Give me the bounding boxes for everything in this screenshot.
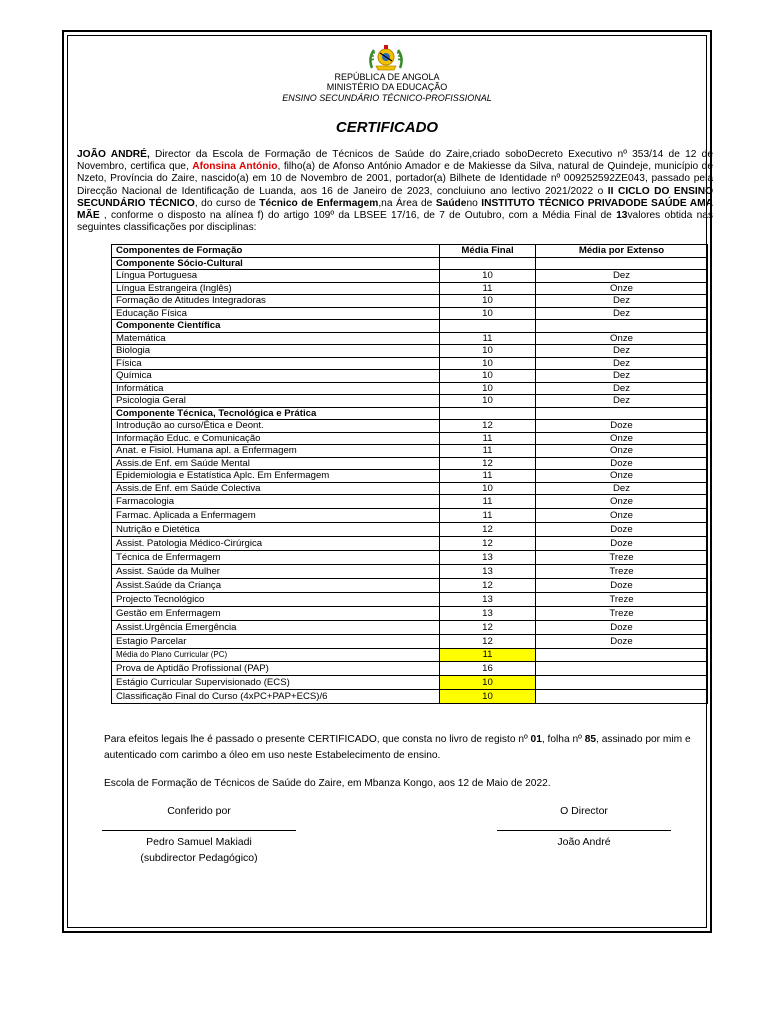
subject-grade: 10 (440, 482, 536, 495)
subject-grade-words: Treze (536, 593, 708, 607)
summary-grade: 11 (440, 649, 536, 662)
summary-grade: 16 (440, 661, 536, 675)
subject-grade: 12 (440, 621, 536, 635)
table-row (112, 607, 708, 621)
area-name: Saúde (435, 197, 467, 209)
subject-grade-words: Onze (536, 445, 708, 458)
subject-grade-words: Dez (536, 307, 708, 320)
table-row (112, 523, 708, 537)
empty-cell (536, 649, 708, 662)
subject-grade-words: Doze (536, 635, 708, 649)
subject-grade-words: Doze (536, 621, 708, 635)
subject-name: Técnica de Enfermagem (112, 551, 440, 565)
subject-grade-words: Onze (536, 432, 708, 445)
subject-grade: 10 (440, 307, 536, 320)
summary-label: Classificação Final do Curso (4xPC+PAP+ECS)/6 (112, 689, 440, 703)
section-row (112, 407, 708, 420)
table-row (112, 307, 708, 320)
section-row (112, 320, 708, 333)
summary-label: Estágio Curricular Supervisionado (ECS) (112, 675, 440, 689)
summary-row (112, 689, 708, 703)
subject-grade: 11 (440, 432, 536, 445)
subject-grade: 13 (440, 551, 536, 565)
subject-grade: 12 (440, 420, 536, 433)
subject-grade-words: Onze (536, 470, 708, 483)
intro-text-4: ,na Área de (378, 197, 436, 209)
subject-name: Assis.de Enf. em Saúde Mental (112, 457, 440, 470)
subject-name: Farmacologia (112, 495, 440, 509)
section-row (112, 257, 708, 270)
intro-text-1: Director da Escola de Formação de Técnicos de Saúde do Zaire,criado soboDecreto Executivo nº 353/14 de 12 de Novembro, certifica que, (77, 149, 713, 173)
subject-grade: 11 (440, 445, 536, 458)
header-final-grade: Média Final (440, 245, 536, 258)
table-row (112, 270, 708, 283)
subject-grade: 11 (440, 332, 536, 345)
subject-grade-words: Onze (536, 509, 708, 523)
subject-grade-words: Treze (536, 551, 708, 565)
register-book-number: 01 (530, 734, 542, 745)
subject-grade: 10 (440, 345, 536, 358)
header-components: Componentes de Formação (112, 245, 440, 258)
subject-name: Química (112, 370, 440, 383)
table-row (112, 370, 708, 383)
subject-grade-words: Doze (536, 537, 708, 551)
section-title: Componente Sócio-Cultural (112, 257, 440, 270)
table-row (112, 295, 708, 308)
right-signature-label: O Director (560, 805, 608, 817)
subject-grade: 11 (440, 470, 536, 483)
subject-grade: 13 (440, 593, 536, 607)
legal-text-1: Para efeitos legais lhe é passado o presente CERTIFICADO, que consta no livro de registo nº (104, 734, 531, 745)
director-name: JOÃO ANDRÉ, (77, 149, 150, 160)
subject-name: Nutrição e Dietética (112, 523, 440, 537)
subject-name: Língua Estrangeira (Inglês) (112, 282, 440, 295)
table-row (112, 457, 708, 470)
table-row (112, 509, 708, 523)
subject-name: Anat. e Fisiol. Humana apl. a Enfermagem (112, 445, 440, 458)
left-signature-label: Conferido por (167, 805, 231, 817)
subject-grade-words: Onze (536, 495, 708, 509)
subject-name: Biologia (112, 345, 440, 358)
subject-grade-words: Dez (536, 482, 708, 495)
subject-name: Estagio Parcelar (112, 635, 440, 649)
subject-grade-words: Dez (536, 270, 708, 283)
subject-grade-words: Treze (536, 607, 708, 621)
subject-name: Informática (112, 382, 440, 395)
empty-cell (440, 320, 536, 333)
table-header-row (112, 245, 708, 258)
table-row (112, 382, 708, 395)
intro-text-7: valores obtida nas seguintes classificações por disciplinas: (77, 210, 713, 234)
summary-row (112, 675, 708, 689)
table-row (112, 395, 708, 408)
table-row (112, 332, 708, 345)
subject-grade: 10 (440, 295, 536, 308)
table-row (112, 593, 708, 607)
subject-name: Assist. Patologia Médico-Cirúrgica (112, 537, 440, 551)
subject-name: Física (112, 357, 440, 370)
header-republic: REPÚBLICA DE ANGOLA (334, 72, 440, 82)
subject-grade: 12 (440, 523, 536, 537)
table-row (112, 470, 708, 483)
subject-name: Matemática (112, 332, 440, 345)
place-date-paragraph: Escola de Formação de Técnicos de Saúde do Zaire, em Mbanza Kongo, aos 12 de Maio de 2022. (104, 778, 551, 789)
subject-grade-words: Treze (536, 565, 708, 579)
subject-name: Formação de Atitudes Integradoras (112, 295, 440, 308)
subject-name: Assis.de Enf. em Saúde Colectiva (112, 482, 440, 495)
subject-name: Farmac. Aplicada a Enfermagem (112, 509, 440, 523)
empty-cell (440, 257, 536, 270)
subject-name: Projecto Tecnológico (112, 593, 440, 607)
right-signature-name: João André (557, 836, 611, 848)
subject-grade-words: Dez (536, 382, 708, 395)
header-education-level: ENSINO SECUNDÁRIO TÉCNICO-PROFISSIONAL (282, 93, 492, 103)
subject-grade-words: Doze (536, 579, 708, 593)
empty-cell (536, 257, 708, 270)
subject-name: Introdução ao curso/Ética e Deont. (112, 420, 440, 433)
subject-grade-words: Doze (536, 523, 708, 537)
subject-grade: 12 (440, 457, 536, 470)
left-signature-name: Pedro Samuel Makiadi (146, 836, 252, 848)
legal-paragraph (104, 732, 714, 764)
empty-cell (536, 320, 708, 333)
subject-grade: 10 (440, 382, 536, 395)
section-title: Componente Técnica, Tecnológica e Prática (112, 407, 440, 420)
grades-table (111, 244, 708, 704)
subject-grade: 11 (440, 509, 536, 523)
subject-grade-words: Onze (536, 282, 708, 295)
left-signature-line (102, 830, 296, 831)
grades-table-body (112, 257, 708, 703)
subject-grade-words: Onze (536, 332, 708, 345)
subject-name: Psicologia Geral (112, 395, 440, 408)
summary-grade: 10 (440, 689, 536, 703)
subject-name: Assist.Urgência Emergência (112, 621, 440, 635)
empty-cell (536, 675, 708, 689)
summary-grade: 10 (440, 675, 536, 689)
subject-name: Informação Educ. e Comunicação (112, 432, 440, 445)
final-grade: 13 (616, 210, 628, 222)
header-ministry: MINISTÉRIO DA EDUCAÇÃO (326, 82, 448, 92)
subject-grade: 10 (440, 395, 536, 408)
summary-label: Prova de Aptidão Profissional (PAP) (112, 661, 440, 675)
summary-label: Média do Plano Curricular (PC) (112, 649, 440, 662)
table-row (112, 621, 708, 635)
table-row (112, 635, 708, 649)
empty-cell (536, 689, 708, 703)
subject-grade: 11 (440, 495, 536, 509)
course-name: Técnico de Enfermagem (259, 197, 379, 209)
institute-name: INSTITUTO TÉCNICO PRIVADODE SAÚDE AMA MÃE (77, 197, 713, 222)
subject-name: Epidemiologia e Estatística Aplc. Em Enfermagem (112, 470, 440, 483)
intro-text-5: no (466, 197, 482, 209)
table-row (112, 282, 708, 295)
summary-row (112, 649, 708, 662)
subject-grade: 12 (440, 635, 536, 649)
certificate-title: CERTIFICADO (335, 119, 439, 136)
legal-text-3: , assinado por mim e autenticado com carimbo a óleo em uso neste Estabelecimento de ensino. (104, 734, 691, 761)
subject-name: Assist. Saúde da Mulher (112, 565, 440, 579)
student-name: Afonsina António (192, 161, 278, 173)
empty-cell (536, 407, 708, 420)
angola-emblem-icon (366, 44, 406, 72)
empty-cell (536, 661, 708, 675)
subject-grade: 11 (440, 282, 536, 295)
subject-grade: 13 (440, 565, 536, 579)
table-row (112, 579, 708, 593)
subject-grade: 10 (440, 370, 536, 383)
table-row (112, 482, 708, 495)
subject-grade-words: Dez (536, 295, 708, 308)
subject-name: Gestão em Enfermagem (112, 607, 440, 621)
summary-row (112, 661, 708, 675)
table-row (112, 432, 708, 445)
header-grade-words: Média por Extenso (536, 245, 708, 258)
subject-grade: 10 (440, 270, 536, 283)
left-signature-role: (subdirector Pedagógico) (140, 852, 258, 864)
legal-text-2: , folha nº (541, 734, 585, 745)
intro-text-6: , conforme o disposto na alínea f) do artigo 109º da LBSEE 17/16, de 7 de Outubro, com a Média Final de (99, 210, 617, 222)
intro-text-2: , filho(a) de Afonso António Amador e de Makiesse da Silva, natural de Quindeje, município de Nzeto, Província do Zaire, nascido(a) em 10 de Novembro de 2001, portador(a) Bilhete de Identidade nº 009252592ZE043, passado pela Direcção Nacional de Identificação de Luanda, aos 16 de Janeiro de 2023, concluiuno ano lectivo 2021/2022 o (77, 161, 713, 197)
table-row (112, 495, 708, 509)
subject-grade-words: Doze (536, 420, 708, 433)
certificate-intro (77, 149, 713, 234)
table-row (112, 445, 708, 458)
subject-grade-words: Dez (536, 370, 708, 383)
subject-grade-words: Dez (536, 345, 708, 358)
subject-grade: 10 (440, 357, 536, 370)
right-signature-line (497, 830, 671, 831)
cycle-name: II CICLO DO ENSINO SECUNDÁRIO TÉCNICO (77, 185, 713, 209)
empty-cell (440, 407, 536, 420)
table-row (112, 565, 708, 579)
table-row (112, 420, 708, 433)
subject-grade: 12 (440, 537, 536, 551)
subject-name: Assist.Saúde da Criança (112, 579, 440, 593)
subject-grade-words: Doze (536, 457, 708, 470)
subject-grade: 13 (440, 607, 536, 621)
table-row (112, 551, 708, 565)
subject-name: Educação Física (112, 307, 440, 320)
table-row (112, 357, 708, 370)
subject-grade-words: Dez (536, 395, 708, 408)
table-row (112, 537, 708, 551)
register-page-number: 85 (584, 734, 597, 745)
subject-grade-words: Dez (536, 357, 708, 370)
section-title: Componente Científica (112, 320, 440, 333)
intro-text-3: , do curso de (194, 197, 260, 209)
subject-name: Língua Portuguesa (112, 270, 440, 283)
table-row (112, 345, 708, 358)
subject-grade: 12 (440, 579, 536, 593)
